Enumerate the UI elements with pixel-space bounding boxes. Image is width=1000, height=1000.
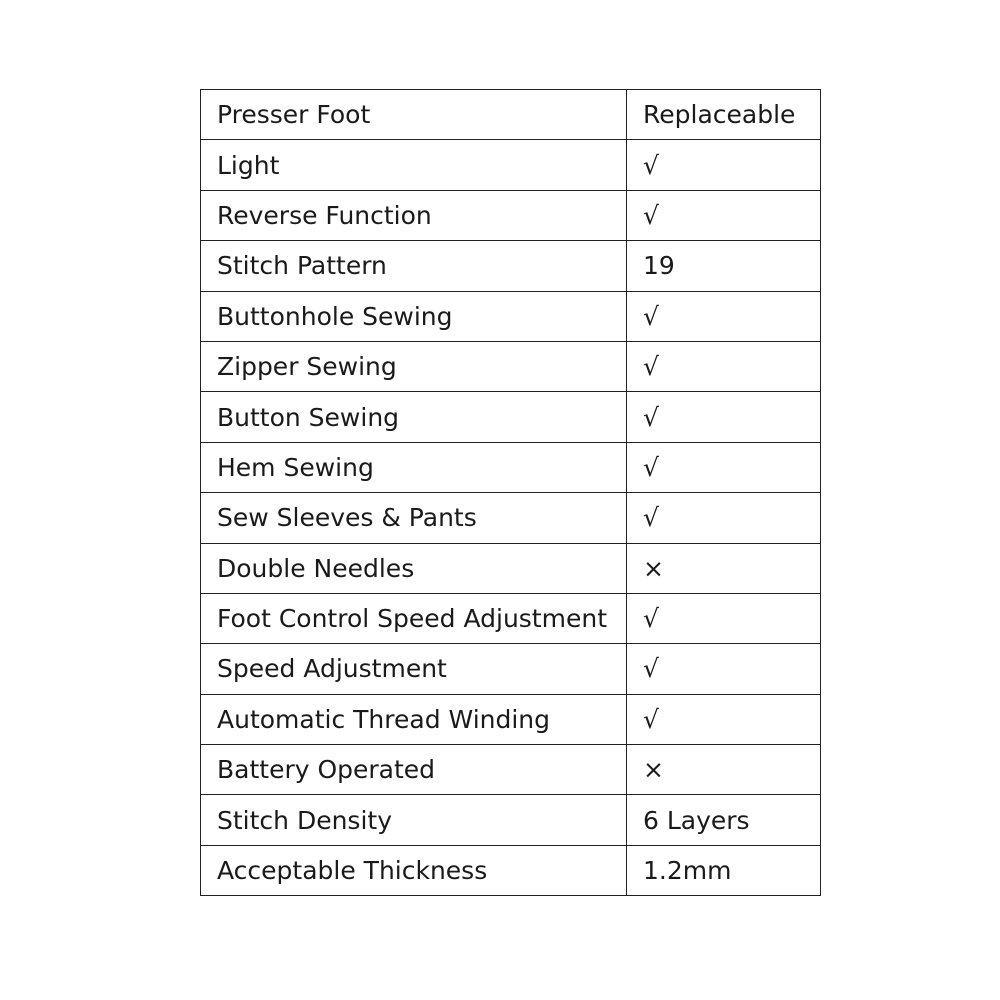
feature-cell: Acceptable Thickness xyxy=(201,845,627,895)
check-mark-icon: √ xyxy=(627,341,821,391)
value-cell: 19 xyxy=(627,241,821,291)
table-row xyxy=(201,241,821,291)
table-row xyxy=(201,543,821,593)
check-mark-icon: √ xyxy=(627,644,821,694)
check-mark-icon: √ xyxy=(627,140,821,190)
check-mark-icon: √ xyxy=(627,442,821,492)
check-mark-icon: √ xyxy=(627,291,821,341)
table-row xyxy=(201,392,821,442)
check-mark-icon: √ xyxy=(627,493,821,543)
feature-cell: Sew Sleeves & Pants xyxy=(201,493,627,543)
check-mark-icon: √ xyxy=(627,392,821,442)
feature-cell: Foot Control Speed Adjustment xyxy=(201,593,627,643)
table-row xyxy=(201,745,821,795)
table-row xyxy=(201,291,821,341)
table-row xyxy=(201,442,821,492)
feature-cell: Reverse Function xyxy=(201,190,627,240)
table-row xyxy=(201,140,821,190)
feature-cell: Button Sewing xyxy=(201,392,627,442)
feature-cell: Stitch Pattern xyxy=(201,241,627,291)
check-mark-icon: √ xyxy=(627,694,821,744)
feature-cell: Double Needles xyxy=(201,543,627,593)
value-cell: Replaceable xyxy=(627,90,821,140)
table-row xyxy=(201,644,821,694)
feature-cell: Buttonhole Sewing xyxy=(201,291,627,341)
value-cell: 1.2mm xyxy=(627,845,821,895)
table-row xyxy=(201,694,821,744)
feature-cell: Hem Sewing xyxy=(201,442,627,492)
feature-cell: Speed Adjustment xyxy=(201,644,627,694)
table-row xyxy=(201,593,821,643)
feature-cell: Battery Operated xyxy=(201,745,627,795)
check-mark-icon: √ xyxy=(627,190,821,240)
spec-table xyxy=(200,89,821,896)
table-row xyxy=(201,493,821,543)
check-mark-icon: √ xyxy=(627,593,821,643)
table-row xyxy=(201,341,821,391)
table-row xyxy=(201,845,821,895)
feature-cell: Stitch Density xyxy=(201,795,627,845)
feature-cell: Zipper Sewing xyxy=(201,341,627,391)
feature-cell: Presser Foot xyxy=(201,90,627,140)
table-row xyxy=(201,90,821,140)
cross-mark-icon: × xyxy=(627,543,821,593)
cross-mark-icon: × xyxy=(627,745,821,795)
value-cell: 6 Layers xyxy=(627,795,821,845)
table-row xyxy=(201,795,821,845)
feature-cell: Automatic Thread Winding xyxy=(201,694,627,744)
feature-cell: Light xyxy=(201,140,627,190)
table-row xyxy=(201,190,821,240)
